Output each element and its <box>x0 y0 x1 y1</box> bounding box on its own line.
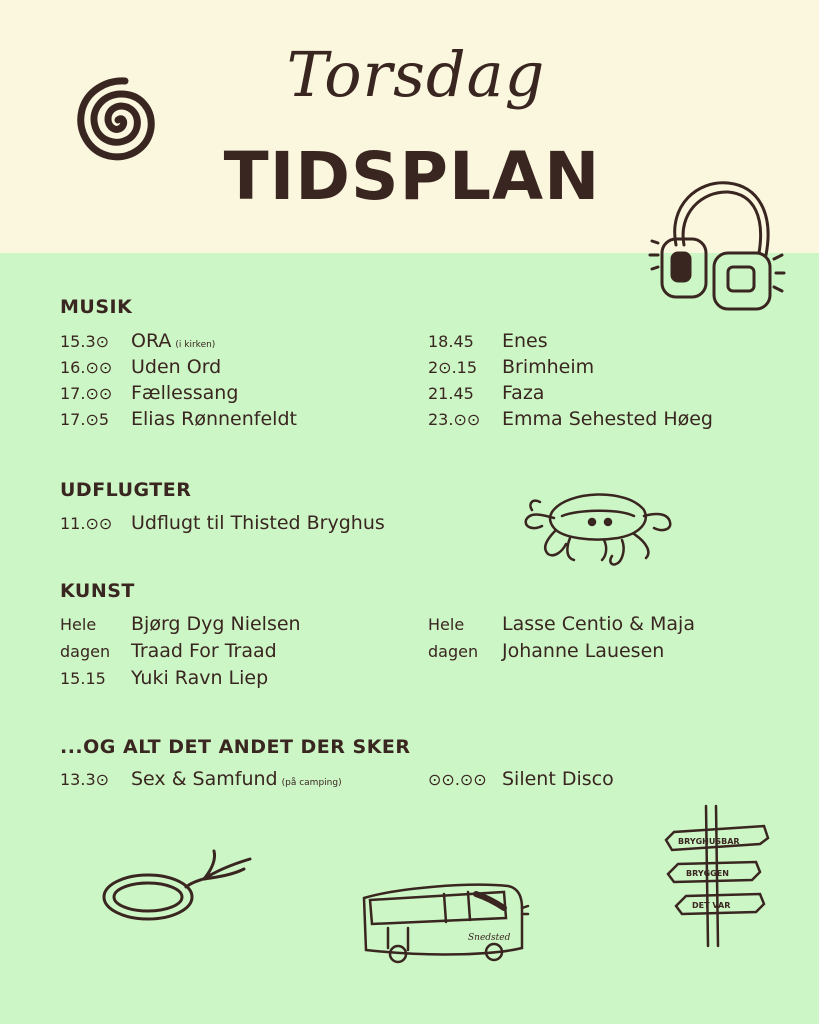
act-name: Bjørg Dyg Nielsen <box>131 613 301 635</box>
act-name: Lasse Centio & Maja <box>502 613 695 635</box>
act-name: Brimheim <box>502 356 595 378</box>
sign-bryggen: BRYGGEN <box>686 869 729 878</box>
time-slot: 17.⊙⊙ <box>60 384 113 403</box>
act-note: (i kirken) <box>175 340 216 350</box>
spiral-icon <box>68 72 168 167</box>
headphones-icon <box>648 175 788 315</box>
section-heading-kunst: KUNST <box>60 580 135 602</box>
section-heading-andet: ...OG ALT DET ANDET DER SKER <box>60 736 411 758</box>
act-note: (på camping) <box>281 778 342 788</box>
act-name: Emma Sehested Høeg <box>502 408 713 430</box>
bus-label: Snedsted <box>468 933 511 943</box>
time-slot: 11.⊙⊙ <box>60 514 113 533</box>
act-name: Sex & Samfund (på camping) <box>131 768 342 790</box>
page-title: TIDSPLAN <box>223 138 601 215</box>
time-slot: 21.45 <box>428 384 474 403</box>
bracelet-icon <box>100 845 255 925</box>
act-name: Fællessang <box>131 382 239 404</box>
act-name: Udflugt til Thisted Bryghus <box>131 512 385 534</box>
time-slot: 13.3⊙ <box>60 770 110 789</box>
act-name: Enes <box>502 330 548 352</box>
act-name: ORA (i kirken) <box>131 330 216 352</box>
act-name: Faza <box>502 382 545 404</box>
act-name: Elias Rønnenfeldt <box>131 408 297 430</box>
time-slot: dagen <box>428 642 479 661</box>
time-slot: Hele <box>428 615 465 634</box>
act-name: Yuki Ravn Liep <box>131 667 269 689</box>
act-name: Uden Ord <box>131 356 222 378</box>
time-slot: 15.3⊙ <box>60 332 110 351</box>
time-slot: Hele <box>60 615 97 634</box>
time-slot: 2⊙.15 <box>428 358 478 377</box>
day-title: Torsdag <box>286 38 546 111</box>
signpost-icon <box>660 800 775 950</box>
time-slot: 17.⊙5 <box>60 410 110 429</box>
act-name: Traad For Traad <box>131 640 277 662</box>
sign-bryghusbar: BRYGHUSBAR <box>678 837 740 846</box>
time-slot: 15.15 <box>60 669 106 688</box>
time-slot: 18.45 <box>428 332 474 351</box>
bus-icon <box>358 878 530 966</box>
section-heading-udflugter: UDFLUGTER <box>60 479 192 501</box>
time-slot: ⊙⊙.⊙⊙ <box>428 770 487 789</box>
act-name: Silent Disco <box>502 768 614 790</box>
time-slot: 23.⊙⊙ <box>428 410 481 429</box>
time-slot: dagen <box>60 642 111 661</box>
act-name: Johanne Lauesen <box>502 640 665 662</box>
section-heading-musik: MUSIK <box>60 296 133 318</box>
crab-icon <box>522 482 674 572</box>
sign-det-var: DET VAR <box>692 901 731 910</box>
time-slot: 16.⊙⊙ <box>60 358 113 377</box>
